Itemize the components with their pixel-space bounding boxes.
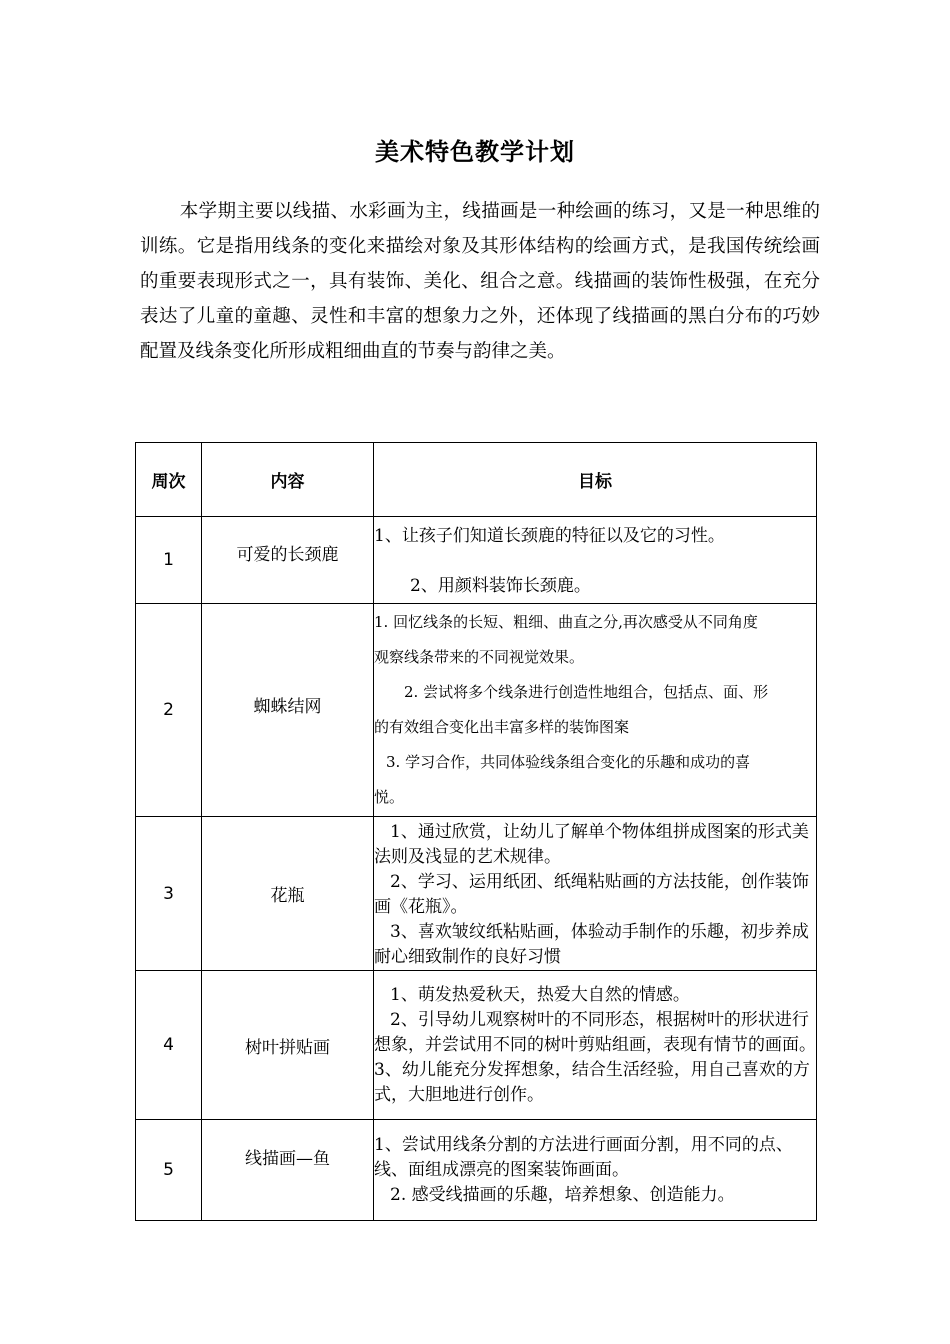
content-text: 线描画—鱼 bbox=[245, 1148, 330, 1169]
table-row bbox=[136, 971, 817, 1120]
content-text: 可爱的长颈鹿 bbox=[236, 544, 339, 565]
plan-table bbox=[135, 442, 817, 1221]
goal-line: 2、用颜料装饰长颈鹿。 bbox=[410, 576, 591, 596]
page-title: 美术特色教学计划 bbox=[375, 138, 575, 166]
table-row bbox=[136, 517, 817, 604]
content-text: 树叶拼贴画 bbox=[245, 1037, 330, 1058]
header-week: 周次 bbox=[136, 443, 202, 517]
goal-line: 2. 尝试将多个线条进行创造性地组合，包括点、面、形 bbox=[404, 683, 769, 701]
goal-line: 的有效组合变化出丰富多样的装饰图案 bbox=[374, 718, 630, 736]
goal-line: 1. 回忆线条的长短、粗细、曲直之分,再次感受从不同角度 bbox=[374, 613, 758, 631]
goal-line: 2、学习、运用纸团、纸绳粘贴画的方法技能，创作装饰画《花瓶》。 bbox=[374, 872, 809, 917]
goal-line: 1、通过欣赏，让幼儿了解单个物体组拼成图案的形式美法则及浅显的艺术规律。 bbox=[374, 822, 809, 867]
content-text: 蜘蛛结网 bbox=[253, 696, 322, 717]
goal-line: 1、尝试用线条分割的方法进行画面分割，用不同的点、线、面组成漂亮的图案装饰画面。 bbox=[374, 1134, 793, 1180]
goal-line: 1、让孩子们知道长颈鹿的特征以及它的习性。 bbox=[374, 526, 725, 546]
week-cell: 1 bbox=[136, 517, 202, 604]
goal-cell bbox=[374, 517, 817, 604]
content-cell bbox=[202, 1120, 374, 1221]
goal-cell bbox=[374, 971, 817, 1120]
content-cell bbox=[202, 517, 374, 604]
table-header-row bbox=[136, 443, 817, 517]
header-content: 内容 bbox=[202, 443, 374, 517]
intro-text: 本学期主要以线描、水彩画为主，线描画是一种绘画的练习，又是一种思维的训练。它是指用线条的变化来描绘对象及其形体结构的绘画方式，是我国传统绘画的重要表现形式之一，具有装饰、美化、组合之意。线描画的装饰性极强，在充分表达了儿童的童趣、灵性和丰富的想象力之外，还体现了线描画的黑白分布的巧妙配置及线条变化所形成粗细曲直的节奏与韵律之美。 bbox=[140, 201, 820, 362]
goal-cell bbox=[374, 604, 817, 817]
header-goal: 目标 bbox=[374, 443, 817, 517]
table-row bbox=[136, 1120, 817, 1221]
table-row bbox=[136, 817, 817, 971]
goal-line: 悦。 bbox=[374, 788, 405, 806]
table-row bbox=[136, 604, 817, 817]
week-cell: 5 bbox=[136, 1120, 202, 1221]
goal-cell bbox=[374, 1120, 817, 1221]
content-text: 花瓶 bbox=[270, 886, 305, 906]
content-cell bbox=[202, 971, 374, 1120]
goal-line: 3. 学习合作，共同体验线条组合变化的乐趣和成功的喜 bbox=[386, 753, 751, 771]
week-cell: 3 bbox=[136, 817, 202, 971]
goal-line: 2、引导幼儿观察树叶的不同形态，根据树叶的形状进行想象，并尝试用不同的树叶剪贴组画，表现有情节的画面。 bbox=[374, 1009, 816, 1055]
goal-line: 观察线条带来的不同视觉效果。 bbox=[374, 648, 585, 666]
goal-line: 3、幼儿能充分发挥想象，结合生活经验，用自己喜欢的方式，大胆地进行创作。 bbox=[374, 1059, 810, 1105]
goal-cell bbox=[374, 817, 817, 971]
week-cell: 2 bbox=[136, 604, 202, 817]
goal-line: 2. 感受线描画的乐趣，培养想象、创造能力。 bbox=[390, 1184, 735, 1205]
content-cell bbox=[202, 817, 374, 971]
goal-line: 3、喜欢皱纹纸粘贴画，体验动手制作的乐趣，初步养成耐心细致制作的良好习惯 bbox=[374, 922, 809, 967]
goal-line: 1、萌发热爱秋天，热爱大自然的情感。 bbox=[390, 984, 690, 1005]
intro-paragraph bbox=[140, 194, 820, 369]
content-cell bbox=[202, 604, 374, 817]
week-cell: 4 bbox=[136, 971, 202, 1120]
